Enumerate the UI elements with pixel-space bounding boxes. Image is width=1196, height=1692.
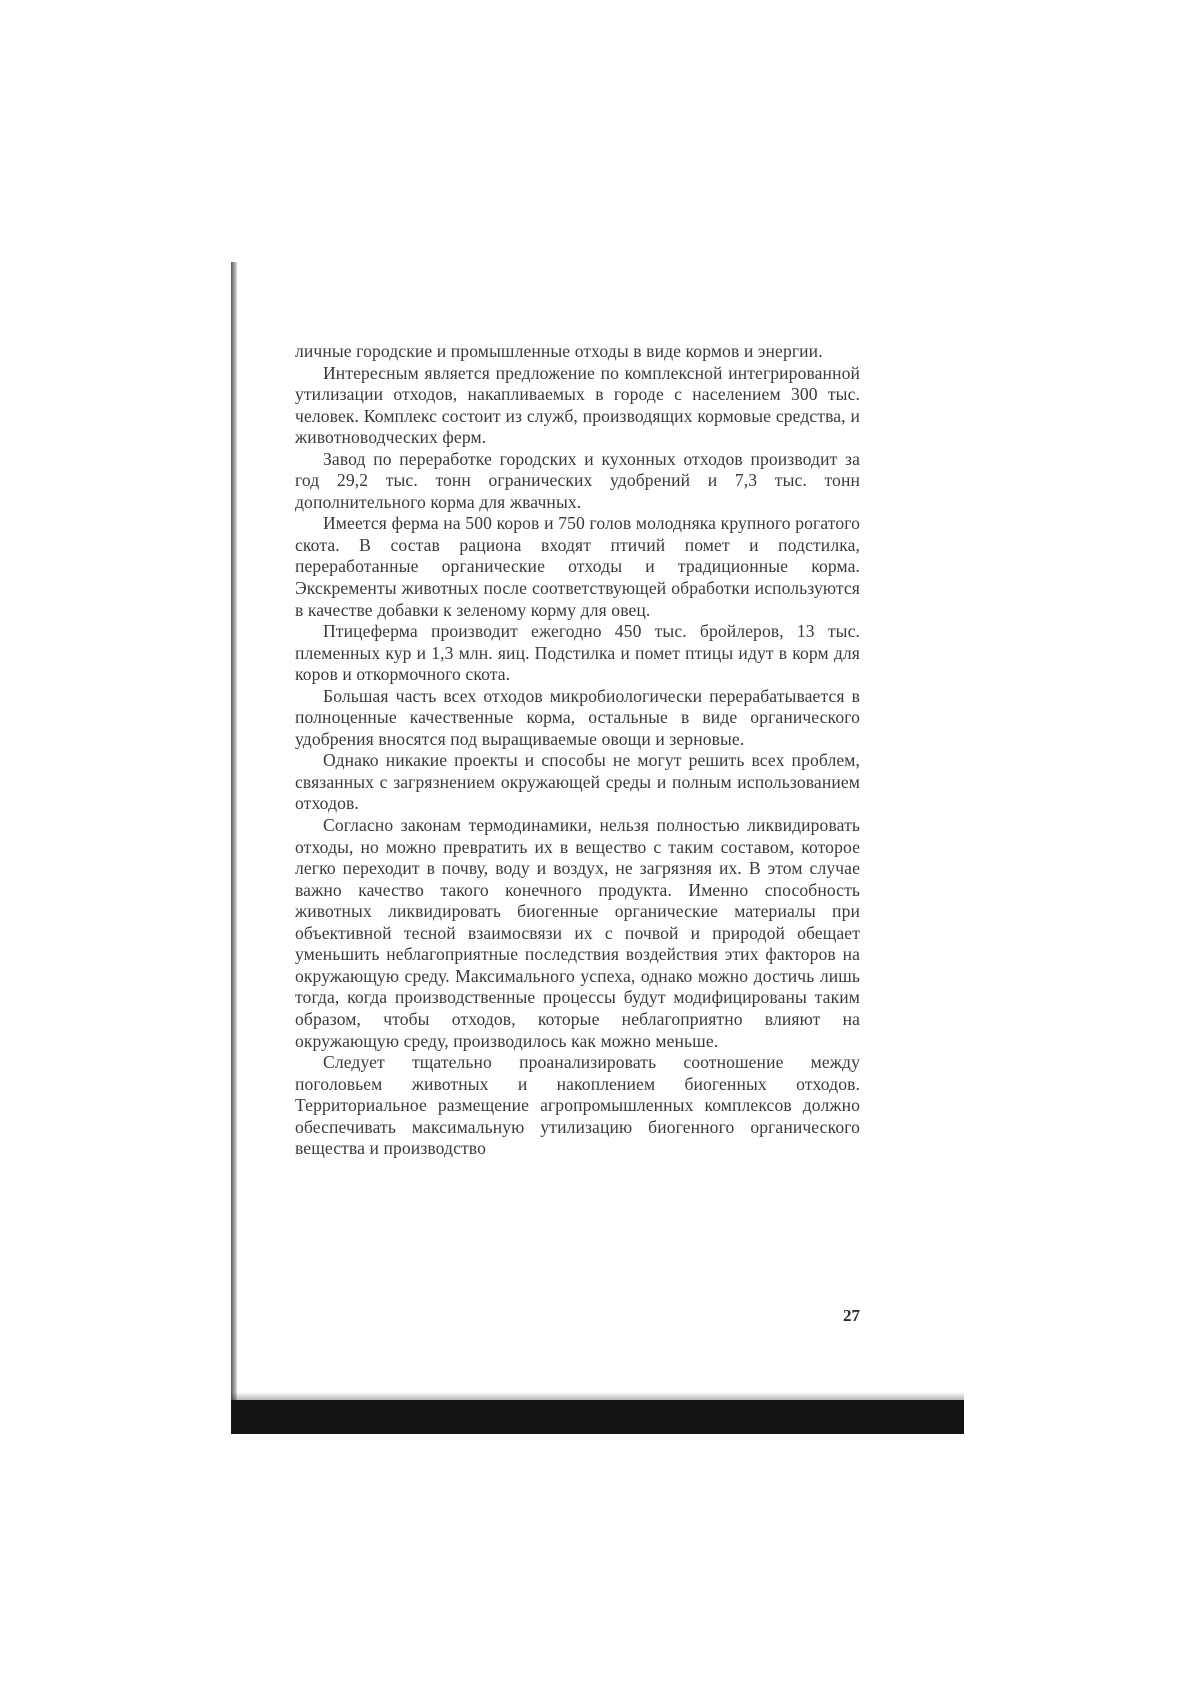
scan-bottom-edge	[231, 1400, 964, 1434]
body-text	[295, 341, 860, 1160]
paragraph-3: Завод по переработке городских и кухонных отходов производит за год 29,2 тыс. тонн ограничеcких удобрений и 7,3 тыс. тонн дополнительного корма для жвачных.	[295, 448, 860, 512]
paragraph-9: Следует тщательно проанализировать соотношение между поголовьем животных и накоплением биогенных отходов. Территориальное размещение агропромышленных комплексов должно обеспечивать максимальную утилизацию биогенного органического вещества и производство	[295, 1052, 860, 1159]
paragraph-8: Согласно законам термодинамики, нельзя полностью ликвидировать отходы, но можно превратить их в вещество с таким составом, которое легко переходит в почву, воду и воздух, не загрязняя их. В этом случае важно качество такого конечного продукта. Именно способность животных ликвидировать биогенные органические материалы при объективной тесной взаимосвязи их с почвой и природой обещает уменьшить неблагоприятные последствия воздействия этих факторов на окружающую среду. Максимального успеха, однако можно достичь лишь тогда, когда производственные процессы будут модифицированы таким образом, чтобы отходов, которые неблагоприятно влияют на окружающую среду, производилось как можно меньше.	[295, 815, 860, 1051]
paragraph-6: Большая часть всех отходов микробиологически перерабатывается в полноценные качественные корма, остальные в виде органического удобрения вносятся под выращиваемые овощи и зерновые.	[295, 685, 860, 749]
paragraph-1: личные городские и промышленные отходы в виде кормов и энергии.	[295, 341, 823, 361]
page-number: 27	[843, 1306, 860, 1325]
paragraph-7: Однако никакие проекты и способы не могут решить всех проблем, связанных с загрязнением окружающей среды и полным использованием отходов.	[295, 750, 860, 814]
page-binding-shadow	[231, 262, 237, 1402]
paragraph-4: Имеется ферма на 500 коров и 750 голов молодняка крупного рогатого скота. В состав рациона входят птичий помет и подстилка, переработанные органические отходы и традиционные корма. Экскременты животных после соответствующей обработки используются в качестве добавки к зеленому корму для овец.	[295, 513, 860, 620]
paragraph-5: Птицеферма производит ежегодно 450 тыс. бройлеров, 13 тыс. племенных кур и 1,3 млн. яиц. Подстилка и помет птицы идут в корм для коров и откормочного скота.	[295, 621, 860, 685]
paragraph-2: Интересным является предложение по комплексной интегрированной утилизации отходов, накапливаемых в городе с населением 300 тыс. человек. Комплекс состоит из служб, производящих кормовые средства, и животноводческих ферм.	[295, 362, 860, 448]
